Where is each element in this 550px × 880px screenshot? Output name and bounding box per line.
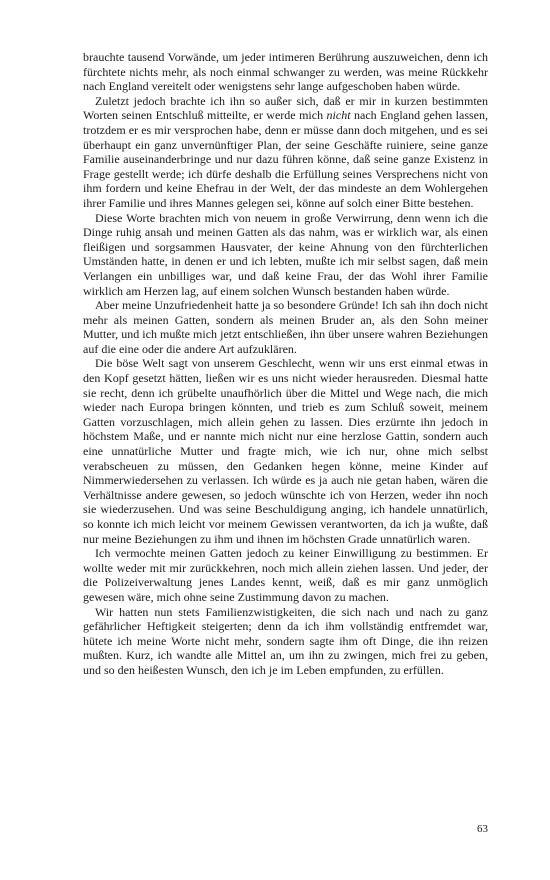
paragraph-7 (83, 605, 488, 678)
text-run: Wir hatten nun stets Familienzwistigkeiten, die sich nach und nach zu ganz gefährlicher Heftigkeit steigerten; denn da ich ihm vollständig entfremdet war, hütete ich meine Worte nicht mehr, sondern sagte ihm oft Dinge, die ihn reizen mußten. Kurz, ich wandte alle Mittel an, um ihn zu zwingen, mich frei zu geben, und so den heißesten Wunsch, den ich je im Leben empfunden, zu erfüllen. (83, 604, 488, 677)
paragraph-6 (83, 546, 488, 604)
text-run: Ich vermochte meinen Gatten jedoch zu keiner Einwilligung zu bestimmen. Er wollte weder mit mir zurückkehren, noch mich allein ziehen lassen. Und jeder, der die Polizeiverwaltung jenes Landes kennt, weiß, daß es mir ganz unmöglich gewesen wäre, mich ohne seine Zustimmung davon zu machen. (83, 546, 488, 604)
paragraph-2 (83, 94, 488, 211)
text-run: Zuletzt jedoch brachte ich ihn so außer sich, daß er mir in kurzen bestimmten Worten seinen Entschluß mitteilte, er werde mich (83, 93, 488, 123)
paragraph-3 (83, 211, 488, 299)
text-run: nach England gehen lassen, trotzdem er es mir versprochen habe, denn er müsse dann doch mitgehen, und es sei überhaupt ein ganz unvernünftiger Plan, der seine Geschäfte ruiniere, seine ganze Familie auseinanderbringe und nur dazu führen könne, daß seine ganze Existenz in Frage gestellt werde; ich dürfe deshalb die Erfüllung seines Versprechens nicht von ihm fordern und keine Ehefrau in der Welt, der das mindeste an dem Wohlergehen ihrer Familie und ihres Mannes gelegen sei, könne auf solch einer Bitte bestehen. (83, 108, 488, 210)
body-text (83, 50, 488, 678)
paragraph-1 (83, 50, 488, 94)
text-run: brauchte tausend Vorwände, um jeder intimeren Berührung auszuweichen, denn ich fürchtete nichts mehr, als noch einmal schwanger zu werden, was meine Rückkehr nach England vereitelt oder wenigstens sehr lange aufgeschoben haben würde. (83, 50, 488, 94)
emphasis-text: nicht (326, 108, 351, 123)
text-run: Aber meine Unzufriedenheit hatte ja so besondere Gründe! Ich sah ihn doch nicht mehr als meinen Gatten, sondern als meinen Bruder an, als den Sohn meiner Mutter, und ich mußte mich jetzt entschließen, ihn über unsere wahren Beziehungen auf die eine oder die andere Art aufzuklären. (83, 298, 488, 356)
page-number: 63 (477, 823, 488, 835)
paragraph-4 (83, 298, 488, 356)
paragraph-5 (83, 356, 488, 546)
text-run: Die böse Welt sagt von unserem Geschlecht, wenn wir uns erst einmal etwas in den Kopf gesetzt hätten, ließen wir es uns nicht wieder herausreden. Diesmal hatte sie recht, denn ich grübelte unaufhörlich über die Mittel und Wege nach, die mich wieder nach Europa bringen könnten, und trieb es zum Schluß soweit, meinem Gatten vorzuschlagen, mich allein gehen zu lassen. Dies erzürnte ihn jedoch in höchstem Maße, und er nannte mich nicht nur eine herzlose Gattin, sondern auch eine unnatürliche Mutter und fragte mich, wie ich nur, ohne mich selbst verabscheuen zu müssen, den Gedanken hegen könne, meine Kinder auf Nimmerwiedersehen zu verlassen. Ich würde es ja auch nie getan haben, wären die Verhältnisse andere gewesen, so jedoch wünschte ich von Herzen, weder ihn noch sie wiederzusehen. Und was seine Beschuldigung anging, ich handele unnatürlich, so konnte ich mich leicht vor meinem Gewissen verantworten, da ich ja wußte, daß nur meine Beziehungen zu ihm und ihnen im höchsten Grade unnatürlich waren. (83, 356, 488, 546)
text-run: Diese Worte brachten mich von neuem in große Verwirrung, denn wenn ich die Dinge ruhig ansah und meinen Gatten als das nahm, was er wirklich war, als einen fleißigen und sorgsammen Hausvater, der keine Ahnung von den fürchterlichen Umständen hatte, in denen er und ich lebten, mußte ich mir selbst sagen, daß mein Verlangen ein unbilliges war, und daß keine Frau, der das Wohl ihrer Familie wirklich am Herzen lag, auf einem solchen Wunsch bestanden haben würde. (83, 210, 488, 298)
